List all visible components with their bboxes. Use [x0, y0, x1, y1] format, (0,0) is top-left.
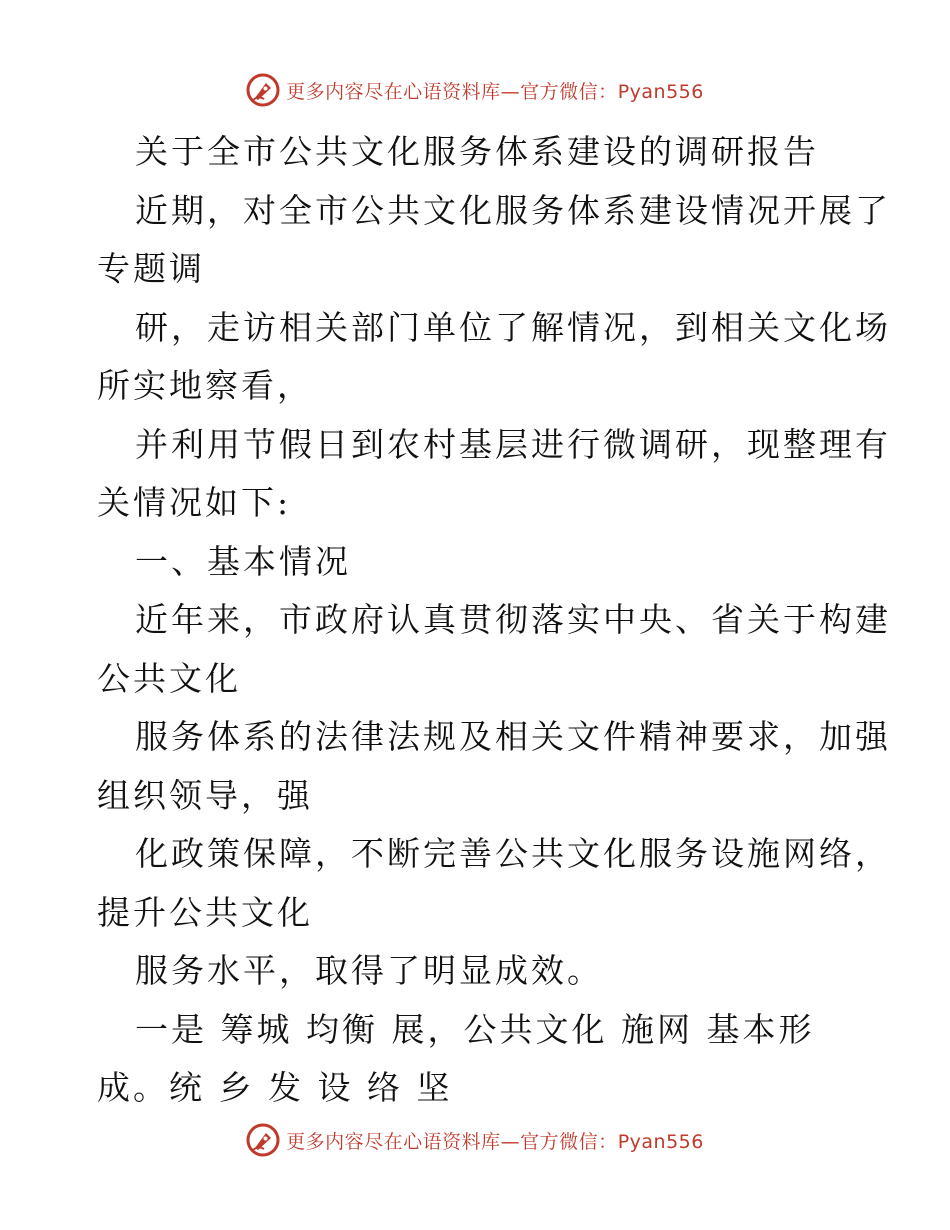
- text-line: 公共文化: [97, 658, 241, 698]
- footer-banner: [0, 1120, 950, 1160]
- text-line: 服务体系的法律法规及相关文件精神要求，加强: [135, 717, 891, 756]
- footer-wechat-label: 官方微信：: [520, 1130, 618, 1153]
- text-line: 化政策保障，不断完善公共文化服务设施网络，: [135, 834, 891, 873]
- header-banner: [0, 70, 950, 110]
- text-line: 关于全市公共文化服务体系建设的调研报告: [135, 132, 819, 171]
- text-line: 服务水平，取得了明显成效。: [135, 951, 603, 990]
- text-line: 组织领导，强: [97, 775, 313, 815]
- footer-dash: —: [500, 1130, 521, 1153]
- footer-wechat-id: Pyan556: [617, 1130, 704, 1153]
- text-line: 专题调: [97, 249, 205, 288]
- text-line: 一是 筹城 均衡 展，公共文化 施网 基本形: [135, 1009, 815, 1049]
- text-line: 提升公共文化: [97, 892, 313, 932]
- pen-nib-logo-icon: [246, 73, 280, 107]
- footer-banner-text: [286, 1127, 704, 1154]
- text-line: 一、基本情况: [135, 541, 351, 581]
- pen-nib-logo-icon: [246, 1123, 280, 1157]
- text-line: 成。统 乡 发 设 络 坚: [97, 1068, 453, 1107]
- header-site-name: 更多内容尽在心语资料库: [286, 80, 501, 103]
- header-wechat-id: Pyan556: [617, 80, 704, 103]
- footer-site-name: 更多内容尽在心语资料库: [286, 1130, 501, 1153]
- text-line: 近年来，市政府认真贯彻落实中央、省关于构建: [135, 600, 891, 639]
- header-dash: —: [500, 80, 521, 103]
- text-line: 近期，对全市公共文化服务体系建设情况开展了: [135, 190, 891, 230]
- text-line: 所实地察看，: [97, 366, 313, 405]
- text-line: 研，走访相关部门单位了解情况，到相关文化场: [135, 307, 891, 347]
- document-body: [97, 123, 891, 1118]
- text-line: 关情况如下:: [97, 483, 292, 522]
- header-wechat-label: 官方微信：: [520, 80, 618, 103]
- header-banner-text: [286, 77, 704, 104]
- text-line: 并利用节假日到农村基层进行微调研，现整理有: [135, 424, 891, 464]
